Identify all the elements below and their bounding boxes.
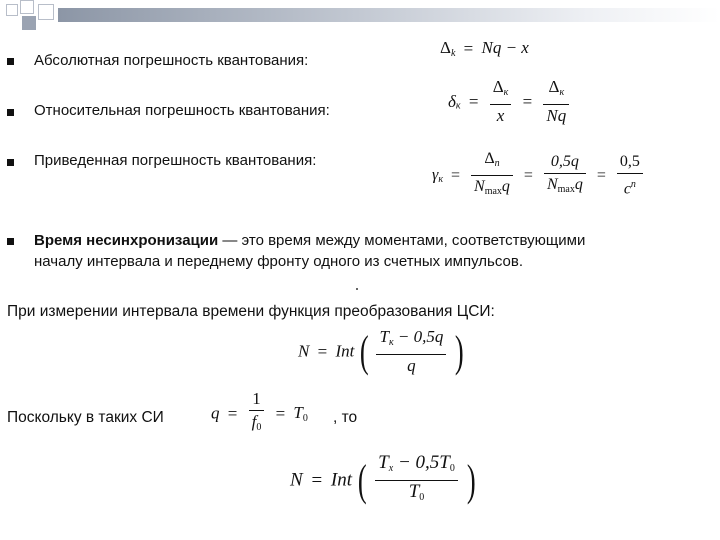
formula-red-f1-num-sub: п — [494, 158, 500, 169]
since-paragraph-prefix: Поскольку в таких СИ — [7, 409, 164, 426]
bullet-marker — [7, 58, 14, 65]
formula-red-f1-den-tail: q — [501, 178, 510, 195]
formula-q-rhs: T — [293, 403, 303, 422]
formula-rel-eq1: = — [468, 91, 479, 111]
formula-final-num-b: − 0,5T — [393, 452, 450, 473]
formula-q-rhs-sub: 0 — [302, 413, 308, 424]
formula-q-num: 1 — [249, 388, 265, 411]
formula-final-lhs: N — [290, 469, 303, 491]
formula-red-lhs-sub: к — [438, 174, 443, 186]
formula-rel-frac1 — [490, 76, 512, 127]
bullet-marker — [7, 238, 14, 245]
formula-red-f1-den-sub: max — [484, 186, 502, 197]
bullet-desync-definition: — это время между моментами, соответствующими — [218, 232, 586, 249]
bullet-marker — [7, 159, 14, 166]
formula-q-eq: = — [227, 403, 238, 423]
bullet-abs-error-text: Абсолютная погрешность квантования: — [34, 52, 309, 69]
formula-final-num-a: T — [378, 452, 389, 473]
formula-q-frac — [249, 388, 265, 439]
bullet-desync-line1 — [34, 231, 585, 251]
formula-red-f1-num: Δ — [484, 150, 495, 167]
deco-square — [6, 4, 18, 16]
formula-q-lhs: q — [211, 403, 220, 423]
formula-red-eq1: = — [451, 166, 461, 184]
deco-square — [38, 4, 54, 20]
formula-red-eq2: = — [523, 166, 533, 184]
formula-rel-error — [448, 76, 572, 127]
header-gradient-bar — [58, 8, 720, 22]
bullet-desync-line2: началу интервала и переднему фронту одного из счетных импульсов. — [34, 253, 523, 270]
bullet-reduced-error-text: Приведенная погрешность квантования: — [34, 152, 317, 169]
formula-int-lhs: N — [298, 341, 310, 361]
formula-final-paren-right: ) — [466, 455, 476, 505]
bullet-marker — [7, 109, 14, 116]
formula-int-den: q — [407, 356, 416, 375]
formula-int-num-a-sub: к — [388, 337, 394, 348]
formula-rel-f2-den: Nq — [546, 106, 567, 125]
formula-rel-f1-num: Δ — [492, 77, 504, 96]
formula-red-frac2 — [544, 151, 586, 201]
formula-final-den: T — [408, 481, 420, 502]
formula-final-func: Int — [330, 469, 353, 491]
formula-abs-lhs-sub: k — [450, 48, 456, 59]
since-paragraph-suffix: , то — [333, 409, 358, 426]
formula-rel-lhs: δ — [448, 91, 456, 111]
formula-red-f3-den: c — [623, 180, 631, 198]
formula-red-f2-den-tail: q — [574, 175, 583, 193]
formula-final-den-sub: 0 — [419, 492, 425, 503]
formula-q — [211, 388, 308, 439]
formula-final-paren-left: ( — [357, 455, 367, 505]
formula-q-den-sub: 0 — [256, 422, 262, 433]
formula-final-num-a-sub: x — [388, 463, 394, 474]
formula-abs-eq: = — [463, 39, 474, 59]
formula-int-paren-left: ( — [359, 326, 369, 376]
formula-reduced-error — [432, 148, 646, 203]
formula-int-num-a: T — [379, 327, 389, 346]
formula-abs-error — [440, 38, 529, 59]
formula-red-f2-den-sub: max — [557, 183, 575, 195]
formula-int-paren-right: ) — [454, 326, 464, 376]
formula-rel-frac2 — [543, 76, 569, 127]
formula-rel-lhs-sub: к — [455, 100, 461, 112]
formula-red-f2-den: N — [546, 175, 558, 193]
formula-int-frac — [376, 326, 446, 377]
formula-rel-f1-den: x — [496, 106, 505, 125]
formula-q-eq2: = — [275, 403, 286, 423]
slide-header-decoration — [0, 0, 720, 30]
interval-paragraph: При измерении интервала времени функция преобразования ЦСИ: — [7, 303, 495, 320]
formula-red-f3-den-sup: n — [630, 178, 636, 190]
formula-red-frac1 — [471, 148, 513, 203]
formula-red-lhs: γ — [432, 166, 439, 184]
formula-red-frac3 — [617, 151, 643, 200]
formula-red-f3-num: 0,5 — [617, 151, 643, 174]
formula-interval — [298, 326, 464, 377]
formula-abs-rhs: Nq − x — [481, 38, 529, 57]
formula-red-f2-num: 0,5q — [544, 151, 586, 174]
formula-int-num-b: − 0,5q — [393, 327, 444, 346]
formula-int-func: Int — [335, 341, 355, 361]
formula-red-eq3: = — [596, 166, 606, 184]
formula-rel-f1-num-sub: к — [503, 87, 509, 98]
deco-square — [20, 0, 34, 14]
formula-rel-eq2: = — [522, 91, 533, 111]
formula-rel-f2-num-sub: к — [559, 87, 565, 98]
deco-square — [22, 16, 36, 30]
formula-red-f1-den: N — [474, 178, 485, 195]
stray-dot — [356, 288, 358, 290]
formula-int-eq: = — [317, 341, 328, 361]
formula-q-den: f — [251, 412, 257, 431]
formula-abs-lhs: Δ — [440, 38, 451, 57]
bullet-rel-error-text: Относительная погрешность квантования: — [34, 102, 330, 119]
formula-final — [290, 452, 476, 509]
formula-final-frac — [375, 452, 458, 509]
formula-final-num-b-sub: 0 — [449, 463, 455, 474]
formula-rel-f2-num: Δ — [548, 77, 560, 96]
formula-final-eq: = — [311, 469, 323, 491]
bullet-desync-term: Время несинхронизации — [34, 232, 219, 249]
